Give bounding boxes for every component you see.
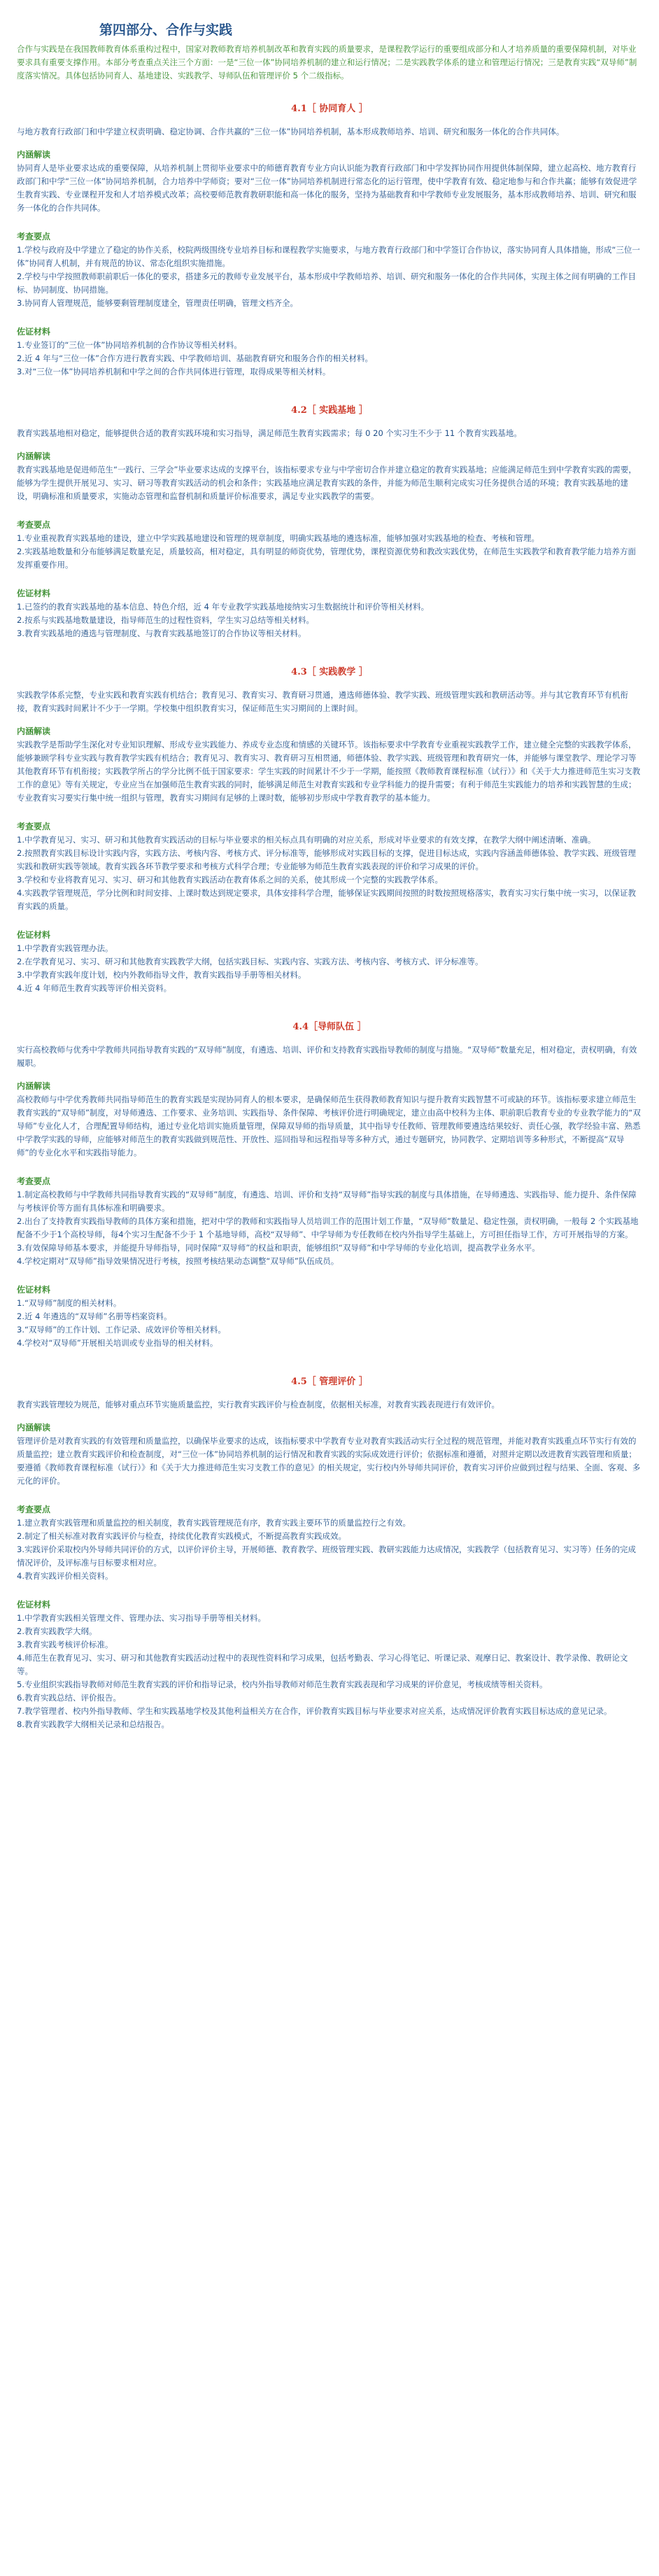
list-item: 1.专业重视教育实践基地的建设，建立中学实践基地建设和管理的规章制度，明确实践基地的遴选标准，能够加强对实践基地的检查、考核和管理。: [17, 533, 539, 543]
block-title: 佐证材料: [17, 930, 51, 940]
section-heading: 4.2［ 实践基地 ］: [291, 405, 368, 416]
block-title: 考查要点: [17, 822, 51, 831]
block-title: 内涵解读: [17, 726, 51, 736]
spacer: [17, 913, 642, 919]
spacer: [17, 805, 642, 810]
list-item: 2.出台了支持教育实践指导教师的具体方案和措施，把对中学的教师和实践指导人员培训工作的范围计划工作量，“双导师”数量足、稳定性强，责权明确，一般每 2 个实践基地配备不少于1个高校导师，每4个实习生配备不少于 1 个基地导师，高校“双导师”、中学导师为专任教师在校内外指导学生基础上，方可担任指导工作，方可开展指导的方案。: [17, 1216, 639, 1239]
list-item: 4.近 4 年师范生教育实践等评价相关资料。: [17, 983, 172, 993]
block-paragraph: 协同育人是毕业要求达成的重要保障，从培养机制上贯彻毕业要求中的师德育教育专业方向认识能为教育行政部门和中学发挥协同作用提供体制保障，建立起高校、地方教育行政部门和中学“三位一体”协同培养机制，合力培养中学师资；要对“三位一体”协同培养机制进行常态化的运行管理，使中学教育有效、稳定地参与和合作共赢；能够有效促进学生教育实践、专业课程开发和人才培养模式改革；高校要师范教育教研职能和高一体化的服务，坚持为基础教育和中学教师专业发展服务，基本形成教师培养、培训、研究和服务一体化的合作共同体。: [17, 163, 637, 213]
list-item: 1.学校与政府及中学建立了稳定的协作关系，校院两级围绕专业培养目标和课程教学实施要求，与地方教育行政部门和中学签订合作协议，落实协同育人具体措施，形成“三位一体”协同育人机制，并有规范的协议、常态化组织实施措施。: [17, 245, 640, 268]
list-item: 3.实践评价采取校内外导师共同评价的方式，以评价评价主导，开展师德、教育教学、班级管理实践、教研实践能力达成情况，实践教学（包括教育见习、实习等）任务的完成情况评价，及评标准与目标要求相对应。: [17, 1544, 636, 1568]
list-item: 4.实践教学管理规范，学分比例和时间安排、上课时数达到规定要求，具体安排科学合理，能够保证实践期间按照的时数按照规格落实，教育实习实行集中统一实习，以保证教育实践的质量。: [17, 888, 636, 911]
spacer: [17, 503, 642, 509]
block-title: 考查要点: [17, 1505, 51, 1514]
list-item: 2.按系与实践基地数量建设，指导师范生的过程性资料，学生实习总结等相关材料。: [17, 615, 314, 625]
list-item: 2.教育实践教学大纲。: [17, 1626, 97, 1636]
list-item: 1.专业签订的“三位一体”协同培养机制的合作协议等相关材料。: [17, 340, 242, 350]
spacer: [17, 310, 642, 316]
list-item: 8.教育实践教学大纲相关记录和总结报告。: [17, 1719, 169, 1729]
block-title: 佐证材料: [17, 589, 51, 598]
list-item: 1.已签约的教育实践基地的基本信息、特色介绍，近 4 年专业教学实践基地接纳实习生数据统计和评价等相关材料。: [17, 602, 430, 612]
spacer: [17, 1583, 642, 1589]
block-title: 考查要点: [17, 1176, 51, 1186]
block-paragraph: 教育实践基地是促进师范生“一践行、三学会”毕业要求达成的支撑平台，该指标要求专业与中学密切合作并建立稳定的教育实践基地；应能满足师范生到中学教育实践的需要，能够为学生提供开展见习、实习、研习等教育实践活动的机会和条件；实践基地应满足教育实践的条件，并能为师范生顺利完成实习任务提供合适的环境；教育实践基地的建设，明确标准和质量要求，实施动态管理和监督机制和质量评价标准要求，满足专业实践教学的需要。: [17, 465, 637, 501]
list-item: 4.学校对“双导师”开展相关培训或专业指导的相关材料。: [17, 1338, 218, 1348]
spacer: [17, 1731, 642, 1737]
block-paragraph: 高校教师与中学优秀教师共同指导师范生的教育实践是实现协同育人的根本要求，是确保师范生获得教师教育知识与提升教育实践智慧不可或缺的环节。该指标要求建立师范生教育实践的“双导师”制度，对导师遴选、工作要求、业务培训、实践指导、条件保障、考核评价进行明确规定，建立由高中校科为主体、职前职后教育专业的专业教学能力的“双导师”专业化人才，合理配置导师结构，通过专业化培训实施质量管理，保障双导师的指导质量，其中指导专任教师、管理教师要遴选结果较好、责任心强，教学经验丰富、熟悉中学教学实践的导师，应能够对师范生的教育实践做到规范性、开放性、巡回指导和远程指导等多种方式，通过专题研究，协同教学、定期培训等多种形式，不断提高“双导师”的专业化水平和实践指导能力。: [17, 1095, 641, 1157]
block-title: 佐证材料: [17, 1285, 51, 1295]
part-title: 第四部分、合作与实践: [99, 22, 233, 38]
list-item: 5.专业组织实践指导教师对师范生教育实践的评价和指导记录，校内外指导教师对师范生教育实践表现和学习成果的评价意见，考核成绩等相关资料。: [17, 1680, 548, 1689]
list-item: 3.协同育人管理规范，能够要剩管理制度建全，管理责任明确，管理文档齐全。: [17, 298, 298, 308]
block-title: 佐证材料: [17, 1600, 51, 1610]
list-item: 4.师范生在教育见习、实习、研习和其他教育实践活动过程中的表现性资料和学习成果，包括考勤表、学习心得笔记、听课记录、观摩日记、教案设计、教学录像、教研论文等。: [17, 1653, 628, 1676]
list-item: 2.实践基地数量和分布能够满足数量充足，质量较高，相对稳定，具有明显的师资优势，管理优势，课程资源优势和教改实践优势，在师范生实践教学和教育教学能力培养方面发挥重要作用。: [17, 547, 636, 570]
part-intro: 合作与实践是在我国教师教育体系重构过程中，国家对教师教育培养机制改革和教育实践的质量要求，是课程教学运行的重要组成部分和人才培养质量的重要保障机制，对毕业要求具有重要支撑作用。本部分考查重点关注三个方面：一是“三位一体”协同培养机制的建立和运行情况；二是实践教学体系的建立和管理运行情况；三是教育实践“双导师”制度落实情况。具体包括协同育人、基地建设、实践教学、导师队伍和管理评价 5 个二级指标。: [17, 44, 637, 80]
sections-container: [17, 101, 642, 1737]
section-intro: 教育实践基地相对稳定，能够提供合适的教育实践环境和实习指导，满足师范生教育实践需求；每 0 20 个实习生不少于 11 个教育实践基地。: [17, 428, 522, 438]
block-title: 佐证材料: [17, 327, 51, 337]
list-item: 2.按照教育实践目标设计实践内容，实践方法、考核内容、考核方式、评分标准等，能够形成对实践目标的支撑，促进目标达成，实践内容涵盖师德体验、教学实践、班级管理实践和教研实践等领域。教育实践各环节教学要求和考核方式科学合理；专业能够为师范生教育实践表现的评价和学习成果的评价。: [17, 848, 636, 871]
section-intro: 实践教学体系完整，专业实践和教育实践有机结合；教育见习、教育实习、教育研习贯通，遴选师德体验、教学实践、班级管理实践和教研活动等。并与其它教育环节有机衔接，教育实践时间累计不少于一学期。学校集中组织教育实习，保证师范生实习期间的上课时间。: [17, 690, 628, 713]
spacer: [17, 1488, 642, 1493]
list-item: 2.近 4 年遴选的“双导师”名册等档案资料。: [17, 1311, 172, 1321]
list-item: 2.制定了相关标准对教育实践评价与检查，持续优化教育实践模式，不断提高教育实践成效。: [17, 1531, 346, 1541]
list-item: 2.近 4 年与“三位一体”合作方进行教育实践、中学教师培训、基础教育研究和服务合作的相关材料。: [17, 353, 374, 363]
section-heading: 4.3［ 实践教学 ］: [291, 667, 368, 677]
block-title: 考查要点: [17, 232, 51, 241]
section-heading: 4.1［ 协同育人 ］: [291, 104, 368, 114]
list-item: 4.教育实践评价相关资料。: [17, 1571, 113, 1581]
list-item: 3.“双导师”的工作计划、工作记录、成效评价等相关材料。: [17, 1325, 226, 1335]
spacer: [17, 640, 642, 646]
block-title: 内涵解读: [17, 451, 51, 461]
block-paragraph: 管理评价是对教育实践的有效管理和质量监控，以确保毕业要求的达成，该指标要求中学教育专业对教育实践活动实行全过程的规范管理，并能对教育实践重点环节实行有效的质量监控；建立教育实践评价和检查制度，对“三位一体”协同培养机制的运行情况和教育实践的实际成效进行评价；依据标准和遵循，对照并定期以改进教育实践管理和质量；要遵循《教师教育课程标准（试行）》和《关于大力推进师范生实习支教工作的意见》的相关规定，实行校内外导师共同评价，教育实习评价应做到过程与结果、全面、客观、多元化的评价。: [17, 1436, 641, 1486]
block-title: 内涵解读: [17, 1081, 51, 1091]
spacer: [17, 995, 642, 1001]
block-title: 内涵解读: [17, 1423, 51, 1433]
section-intro: 实行高校教师与优秀中学教师共同指导教育实践的“双导师”制度，有遴选、培训、评价和支持教育实践指导教师的制度与措施。“双导师”数量充足，相对稳定，责权明确，有效履职。: [17, 1045, 637, 1068]
list-item: 1.中学教育见习、实习、研习和其他教育实践活动的目标与毕业要求的相关标点具有明确的对应关系，形成对毕业要求的有效支撑，在教学大纲中阐述清晰、准确。: [17, 835, 596, 845]
list-item: 3.教育实践基地的遴选与管理制度、与教育实践基地签订的合作协议等相关材料。: [17, 628, 306, 638]
block-title: 考查要点: [17, 520, 51, 530]
list-item: 1.制定高校教师与中学教师共同指导教育实践的“双导师”制度，有遴选、培训、评价和支持“双导师”指导实践的制度与具体措施，在导师遴选、实践指导、能力提升、条件保障与考核评价等方面有具体标准和明确要求。: [17, 1190, 637, 1213]
list-item: 1.中学教育实践管理办法。: [17, 943, 113, 953]
list-item: 2.学校与中学按照教师职前职后一体化的要求，搭建多元的教师专业发展平台，基本形成中学教师培养、培训、研究和服务一体化的合作共同体，实现主体之间有明确的工作目标、协同制度、协同措施。: [17, 272, 636, 295]
list-item: 2.在学教育见习、实习、研习和其他教育实践教学大纲，包括实践目标、实践内容、实践方法、考核内容、考核方式、评分标准等。: [17, 957, 483, 966]
section-heading: 4.4［导师队伍 ］: [292, 1022, 367, 1032]
spacer: [17, 1268, 642, 1274]
section-intro: 与地方教育行政部门和中学建立权责明确、稳定协调、合作共赢的“三位一体”协同培养机制，基本形成教师培养、培训、研究和服务一体化的合作共同体。: [17, 127, 565, 136]
section-heading: 4.5［ 管理评价 ］: [291, 1377, 368, 1387]
block-paragraph: 实践教学是帮助学生深化对专业知识理解、形成专业实践能力、养成专业态度和情感的关键环节。该指标要求中学教育专业重视实践教学工作，建立健全完整的实践教学体系，能够兼顾学科专业实践与教育教学实践有机结合；教育见习、教育实习、教育研习互相贯通，师德体验、教学实践、班级管理和教育研究一体，并能够与课堂教学、理论学习等其他教育环节有机衔接；实践教学所占的学分比例不低于国家要求：学生实践的时间累计不少于一学期，能按照《教师教育课程标准（试行）》和《关于大力推进师范生实习支教工作的意见》等有关规定，专业应当在加强师范生教育实践的同时，能够满足师范生对教育实践和专业学科能力的提升需要；有利于师范生实践能力的培养和实践智慧的生成；专业教育实习要实行集中统一组织与管理，教育实习期间有足够的上课时数，能够初步形成中学教育教学的基本能力。: [17, 740, 641, 803]
spacer: [17, 1160, 642, 1165]
spacer: [17, 379, 642, 384]
list-item: 4.学校定期对“双导师”指导效果情况进行考核，按照考核结果动态调整“双导师”队伍成员。: [17, 1256, 339, 1266]
list-item: 7.教学管理者、校内外指导教师、学生和实践基地学校及其他利益相关方在合作，评价教育实践目标与毕业要求对应关系，达成情况评价教育实践目标达成的意见记录。: [17, 1706, 612, 1716]
section-intro: 教育实践管理较为规范，能够对重点环节实施质量监控，实行教育实践评价与检查制度，依据相关标准，对教育实践表现进行有效评价。: [17, 1400, 499, 1409]
list-item: 1.“双导师”制度的相关材料。: [17, 1298, 122, 1308]
spacer: [17, 215, 642, 220]
spacer: [17, 1350, 642, 1356]
list-item: 3.有效保障导师基本要求，并能提升导师指导，同时保障“双导师”的权益和职责，能够组织“双导师”和中学导师的专业化培训，提高教学业务水平。: [17, 1243, 540, 1253]
list-item: 1.建立教育实践管理和质量监控的相关制度，教育实践管理规范有序，教育实践主要环节的质量监控行之有效。: [17, 1518, 411, 1528]
list-item: 6.教育实践总结、评价报告。: [17, 1693, 121, 1703]
list-item: 3.对“三位一体”协同培养机制和中学之间的合作共同体进行管理，取得成果等相关材料。: [17, 367, 331, 376]
spacer: [17, 572, 642, 577]
list-item: 3.中学教育实践年度计划，校内外教师指导文件，教育实践指导手册等相关材料。: [17, 970, 306, 980]
list-item: 1.中学教育实践相关管理文件、管理办法、实习指导手册等相关材料。: [17, 1613, 266, 1623]
list-item: 3.教育实践考核评价标准。: [17, 1640, 113, 1649]
list-item: 3.学校和专业将教育见习、实习、研习和其他教育实践活动在教育体系之间的关系，使其形成一个完整的实践教学体系。: [17, 875, 443, 885]
block-title: 内涵解读: [17, 150, 51, 160]
